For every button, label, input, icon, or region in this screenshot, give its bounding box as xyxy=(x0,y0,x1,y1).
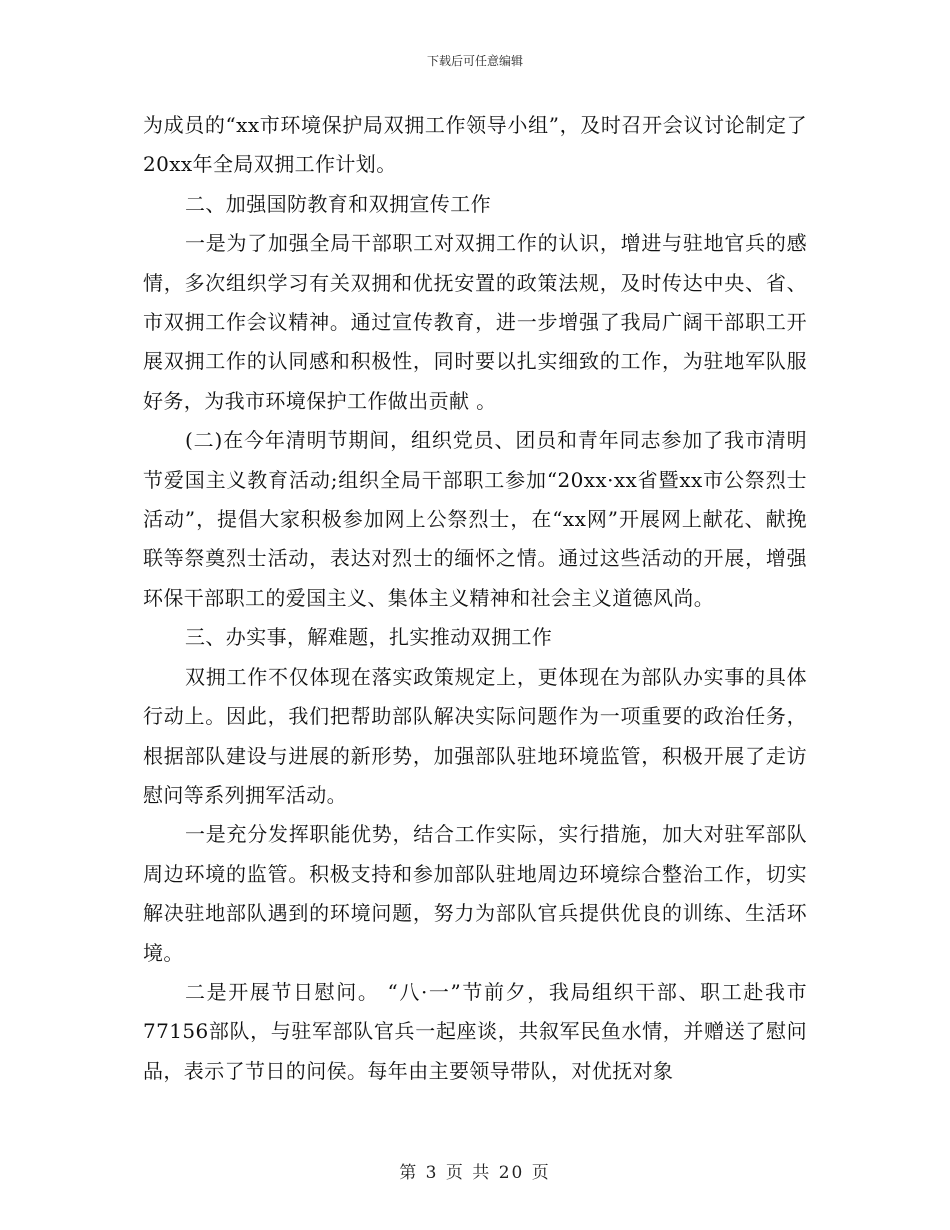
document-body xyxy=(143,106,807,1091)
paragraph-3: 一是为了加强全局干部职工对双拥工作的认识，增进与驻地官兵的感情，多次组织学习有关双拥和优抚安置的政策法规，及时传达中央、省、市双拥工作会议精神。通过宣传教育，进一步增强了我局广阔干部职工开展双拥工作的认同感和积极性，同时要以扎实细致的工作，为驻地军队服好务，为我市环境保护工作做出贡献 。 xyxy=(143,231,807,413)
page-header: 下载后可任意编辑 xyxy=(426,54,523,68)
paragraph-7: 一是充分发挥职能优势，结合工作实际，实行措施，加大对驻军部队周边环境的监管。积极支持和参加部队驻地周边环境综合整治工作，切实解决驻地部队遇到的环境问题，努力为部队官兵提供优良的训练、生活环境。 xyxy=(143,822,807,965)
section-heading-5: 三、办实事，解难题，扎实推动双拥工作 xyxy=(185,625,553,650)
page-number: 第 3 页 共 20 页 xyxy=(399,1163,551,1183)
paragraph-6: 双拥工作不仅体现在落实政策规定上，更体现在为部队办实事的具体行动上。因此，我们把帮助部队解决实际问题作为一项重要的政治任务，根据部队建设与进展的新形势，加强部队驻地环境监管，积极开展了走访慰问等系列拥军活动。 xyxy=(143,664,807,807)
paragraph-4: (二)在今年清明节期间，组织党员、团员和青年同志参加了我市清明节爱国主义教育活动;组织全局干部职工参加“20xx·xx省暨xx市公祭烈士活动”，提倡大家积极参加网上公祭烈士，在“xx网”开展网上献花、献挽联等祭奠烈士活动，表达对烈士的缅怀之情。通过这些活动的开展，增强环保干部职工的爱国主义、集体主义精神和社会主义道德风尚。 xyxy=(143,428,807,610)
paragraph-8: 二是开展节日慰问。 “八·一”节前夕，我局组织干部、职工赴我市77156部队，与驻军部队官兵一起座谈，共叙军民鱼水情，并赠送了慰问品，表示了节日的问侯。每年由主要领导带队，对优抚对象 xyxy=(143,979,807,1083)
paragraph-1: 为成员的“xx市环境保护局双拥工作领导小组”，及时召开会议讨论制定了20xx年全局双拥工作计划。 xyxy=(143,113,807,177)
section-heading-2: 二、加强国防教育和双拥宣传工作 xyxy=(185,191,491,216)
